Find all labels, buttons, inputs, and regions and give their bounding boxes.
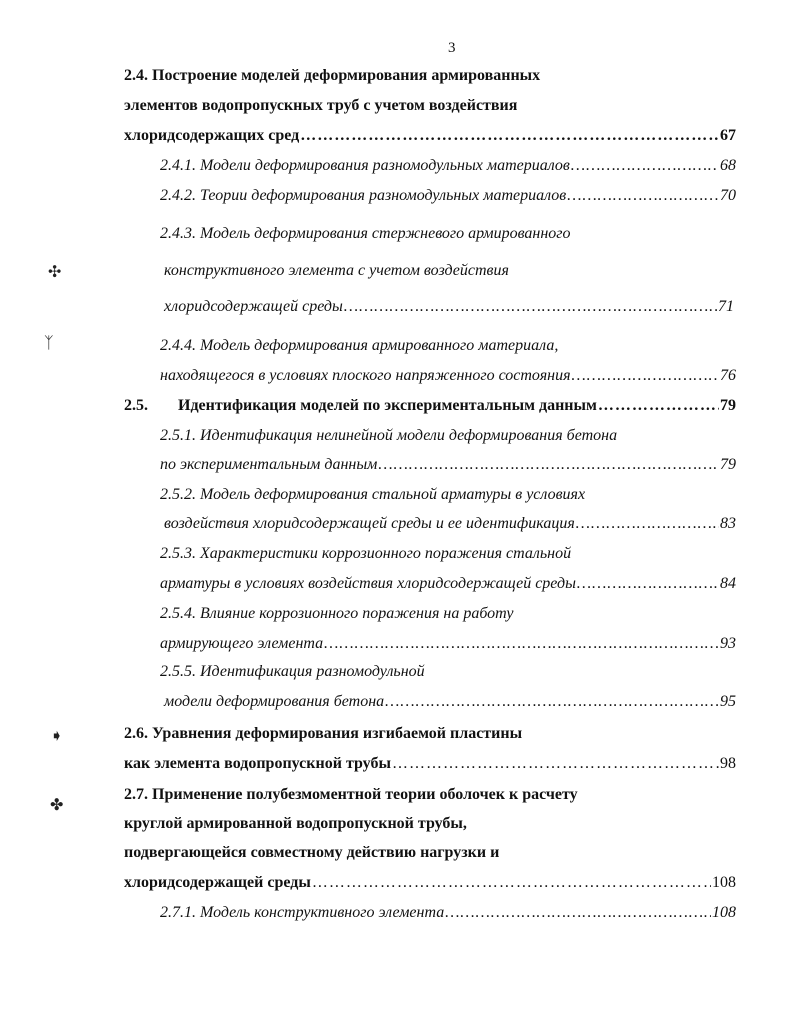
toc-page-number: 93 bbox=[720, 635, 736, 652]
toc-entry-text: 2.4. Построение моделей деформирования армированных bbox=[124, 67, 541, 84]
toc-entry-number: 2.5. bbox=[124, 397, 148, 414]
toc-page-number: 84 bbox=[720, 575, 736, 592]
toc-entry bbox=[160, 604, 736, 624]
toc-entry bbox=[124, 843, 736, 863]
leader-dots bbox=[385, 692, 719, 712]
toc-page-number: 68 bbox=[720, 157, 736, 174]
toc-entry[interactable] bbox=[164, 514, 736, 534]
toc-entry-text: конструктивного элемента с учетом воздействия bbox=[164, 262, 509, 279]
toc-entry-text: хлоридсодержащей среды bbox=[164, 298, 343, 315]
toc-entry bbox=[124, 66, 728, 86]
toc-entry-text: воздействия хлоридсодержащей среды и ее идентификация bbox=[164, 515, 575, 532]
leader-dots bbox=[378, 455, 719, 475]
scan-artifact-mark: ✤ bbox=[50, 795, 64, 814]
page-number: 3 bbox=[448, 40, 456, 56]
toc-entry-text: 2.4.4. Модель деформирования армированного материала, bbox=[160, 337, 559, 354]
toc-entry-text: подвергающейся совместному действию нагрузки и bbox=[124, 844, 500, 861]
toc-entry bbox=[124, 724, 736, 744]
toc-entry bbox=[160, 485, 736, 505]
leader-dots bbox=[344, 297, 717, 317]
toc-entry[interactable] bbox=[160, 156, 736, 176]
toc-entry-text: 2.5.1. Идентификация нелинейной модели деформирования бетона bbox=[160, 427, 618, 444]
toc-page-number: 71 bbox=[718, 298, 734, 315]
toc-entry bbox=[160, 544, 736, 564]
toc-entry-text: как элемента водопропускной трубы bbox=[124, 755, 391, 772]
toc-entry[interactable] bbox=[160, 903, 736, 923]
toc-page-number: 95 bbox=[720, 693, 736, 710]
toc-entry-text: 2.7.1. Модель конструктивного элемента bbox=[160, 904, 445, 921]
toc-entry bbox=[124, 96, 728, 116]
toc-entry-text: арматуры в условиях воздействия хлоридсодержащей среды bbox=[160, 575, 576, 592]
toc-entry[interactable] bbox=[124, 873, 736, 893]
toc-page-number: 70 bbox=[720, 187, 736, 204]
toc-entry-text: 2.4.1. Модели деформирования разномодульных материалов bbox=[160, 157, 570, 174]
toc-entry[interactable] bbox=[124, 126, 736, 146]
toc-page-number: 98 bbox=[720, 755, 736, 772]
toc-entry-text: 2.4.3. Модель деформирования стержневого армированного bbox=[160, 225, 571, 242]
leader-dots bbox=[567, 186, 719, 206]
toc-entry bbox=[160, 224, 736, 244]
toc-page-number: 76 bbox=[720, 367, 736, 384]
toc-entry bbox=[124, 814, 736, 834]
leader-dots bbox=[300, 126, 719, 146]
toc-entry[interactable] bbox=[160, 455, 736, 475]
toc-entry-text: элементов водопропускных труб с учетом воздействия bbox=[124, 97, 518, 114]
leader-dots bbox=[571, 156, 719, 176]
toc-entry-text: модели деформирования бетона bbox=[164, 693, 385, 710]
toc-entry-text: находящегося в условиях плоского напряженного состояния bbox=[160, 367, 571, 384]
toc-entry-text: по экспериментальным данным bbox=[160, 456, 378, 473]
leader-dots bbox=[312, 873, 711, 893]
toc-page-number: 83 bbox=[720, 515, 736, 532]
toc-entry-text: 2.5.3. Характеристики коррозионного поражения стальной bbox=[160, 545, 572, 562]
toc-page-number: 67 bbox=[720, 127, 736, 144]
scan-artifact-mark: ✣ bbox=[48, 262, 62, 281]
toc-entry-text: 2.5.2. Модель деформирования стальной арматуры в условиях bbox=[160, 486, 586, 503]
toc-entry bbox=[164, 261, 736, 281]
toc-entry bbox=[124, 785, 736, 805]
toc-entry-text: 2.5.4. Влияние коррозионного поражения на работу bbox=[160, 605, 514, 622]
toc-entry-text: армирующего элемента bbox=[160, 635, 324, 652]
leader-dots bbox=[445, 903, 711, 923]
toc-entry[interactable] bbox=[124, 754, 736, 774]
scan-artifact-mark: ➧ bbox=[50, 726, 64, 745]
toc-page-number: 79 bbox=[720, 397, 736, 414]
toc-page-number: 108 bbox=[712, 904, 736, 921]
toc-entry bbox=[160, 336, 736, 356]
toc-entry[interactable] bbox=[160, 186, 736, 206]
leader-dots bbox=[392, 754, 719, 774]
toc-page-number: 79 bbox=[720, 456, 736, 473]
leader-dots bbox=[577, 574, 719, 594]
toc-entry[interactable] bbox=[124, 396, 736, 416]
leader-dots bbox=[324, 634, 719, 654]
toc-page-number: 108 bbox=[712, 874, 736, 891]
toc-entry-text: круглой армированной водопропускной трубы, bbox=[124, 815, 467, 832]
toc-entry bbox=[160, 426, 736, 446]
toc-entry[interactable] bbox=[164, 692, 736, 712]
leader-dots bbox=[572, 366, 719, 386]
toc-entry bbox=[160, 662, 736, 682]
toc-entry[interactable] bbox=[164, 297, 734, 317]
toc-entry[interactable] bbox=[160, 574, 736, 594]
toc-entry[interactable] bbox=[160, 634, 736, 654]
toc-entry-text: Идентификация моделей по экспериментальным данным bbox=[178, 397, 597, 414]
scan-artifact-mark: ᛉ bbox=[44, 333, 54, 352]
leader-dots bbox=[576, 514, 719, 534]
leader-dots bbox=[598, 396, 719, 416]
toc-entry-text: 2.7. Применение полубезмоментной теории оболочек к расчету bbox=[124, 786, 578, 803]
toc-entry-text: 2.4.2. Теории деформирования разномодульных материалов bbox=[160, 187, 567, 204]
toc-entry-text: хлоридсодержащих сред bbox=[124, 127, 300, 144]
toc-entry-text: хлоридсодержащей среды bbox=[124, 874, 311, 891]
toc-entry-text: 2.6. Уравнения деформирования изгибаемой пластины bbox=[124, 725, 523, 742]
toc-entry-text: 2.5.5. Идентификация разномодульной bbox=[160, 663, 425, 680]
toc-entry[interactable] bbox=[160, 366, 736, 386]
